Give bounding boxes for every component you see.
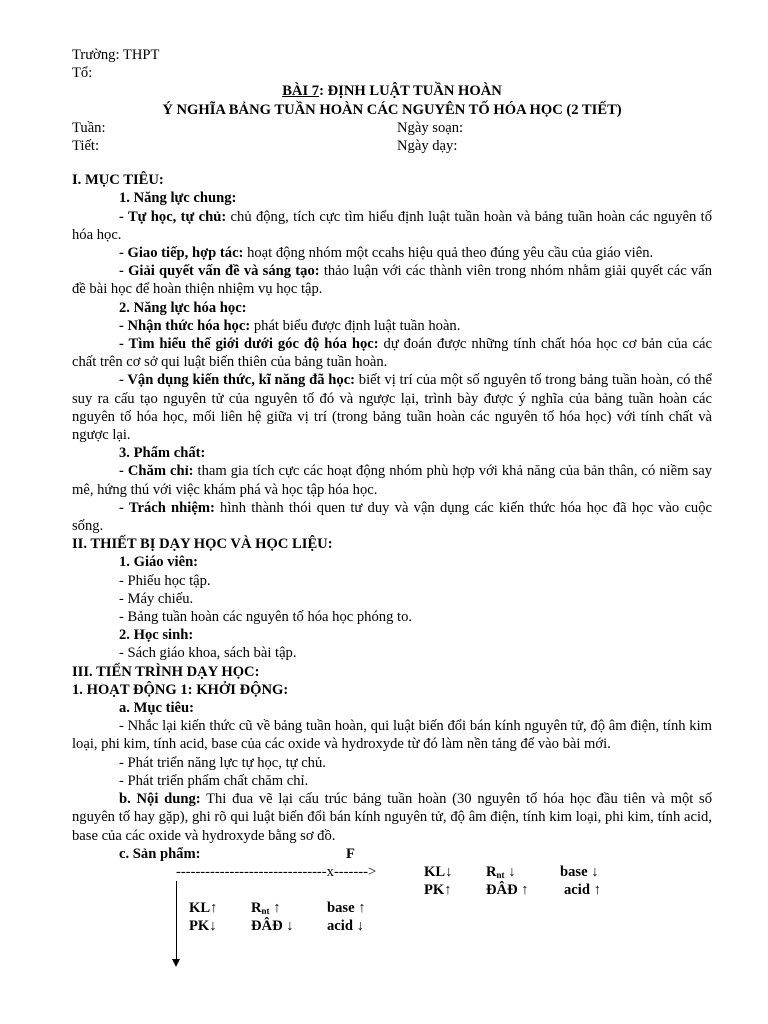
teacher-heading: 1. Giáo viên: [119,554,199,571]
paragraph: - Giải quyết vấn đề và sáng tạo: thảo luận với các thành viên trong nhóm nhằm giải quyết các vấn đề bài học để hoàn thiện nhiệm vụ học tập. [72,263,713,298]
group-line: Tổ: [72,65,93,82]
section-process: III. TIẾN TRÌNH DẠY HỌC: [72,663,260,680]
week-row: Tuần: Ngày soạn: [72,119,464,136]
period-row: Tiết: Ngày dạy: [72,138,458,154]
paragraph: - Nhận thức hóa học: phát biểu được định luật tuần hoàn. [119,317,461,334]
base-down: base ↓ [560,863,599,880]
acid-up: acid ↑ [564,881,601,898]
pk-down: PK↓ [189,917,217,934]
qualities-heading: 3. Phẩm chất: [119,445,206,462]
product-heading: c. Sản phẩm: [119,845,201,862]
paragraph: - Giao tiếp, hợp tác: hoạt động nhóm một ccahs hiệu quả theo đúng yêu cầu của giáo viên. [119,245,654,261]
activity-heading: 1. HOẠT ĐỘNG 1: KHỞI ĐỘNG: [72,681,289,698]
paragraph: b. Nội dung: Thi đua vẽ lại cấu trúc bảng tuần hoàn (30 nguyên tố hóa học đầu tiên và một số nguyên tố hay gặp), ghi rõ qui luật biến đổi bán kính nguyên tử, độ âm điện, tính kim loại, phi kim, tính acid, base của các oxide và hydroxyde bằng sơ đồ. [72,791,712,844]
paragraph: - Tự học, tự chủ: chủ động, tích cực tìm hiểu định luật tuần hoàn và bảng tuần hoàn các nguyên tố hóa học. [72,208,712,243]
paragraph: - Nhắc lại kiến thức cũ về bảng tuần hoàn, qui luật biến đổi bán kính nguyên tử, độ âm điện, tính kim loại, phi kim, tính acid, base của các oxide và hydroxyde từ đó làm nền tảng để vào bài mới. [72,718,712,753]
kl-up: KL↑ [189,899,218,916]
vertical-arrow [176,881,177,965]
base-up: base ↑ [327,899,366,916]
paragraph: - Chăm chỉ: tham gia tích cực các hoạt động nhóm phù hợp với khả năng của bản thân, có niềm say mê, hứng thú với việc khám phá và học tập hóa học. [72,463,712,498]
dad-up: ĐÂĐ ↑ [486,881,529,898]
paragraph: - Tìm hiểu thế giới dưới góc độ hóa học: dự đoán được những tính chất hóa học cơ bản của các chất trên cơ sở qui luật biến thiên của bảng tuần hoàn. [72,336,712,371]
kl-down: KL↓ [424,863,453,880]
general-competence-heading: 1. Năng lực chung: [119,190,237,207]
list-item: - Máy chiếu. [119,590,194,607]
list-item: - Phát triển năng lực tự học, tự chủ. [119,754,326,771]
school-line: Trường: THPT [72,47,160,63]
horizontal-arrow: -------------------------------x-------> [176,863,377,880]
paragraph: - Trách nhiệm: hình thành thói quen tư duy và vận dụng các kiến thức hóa học đã học vào cuộc sống. [72,499,712,535]
objective-heading: a. Mục tiêu: [119,700,194,717]
pk-up: PK↑ [424,881,452,898]
radius-up: $R_{nt}$ ↑ [251,899,281,916]
section-objectives: I. MỤC TIÊU: [72,172,164,189]
acid-down: acid ↓ [327,917,364,934]
student-heading: 2. Học sinh: [119,627,194,644]
chemistry-competence-heading: 2. Năng lực hóa học: [119,299,247,316]
lesson-subtitle: Ý NGHĨA BẢNG TUẦN HOÀN CÁC NGUYÊN TỐ HÓA HỌC (2 TIẾT) [162,101,622,118]
list-item: - Phiếu học tập. [119,572,211,589]
document-page [72,46,712,965]
section-equipment: II. THIẾT BỊ DẠY HỌC VÀ HỌC LIỆU: [72,536,333,553]
paragraph: - Vận dụng kiến thức, kĩ năng đã học: biết vị trí của một số nguyên tố trong bảng tuần hoàn, có thể suy ra cấu tạo nguyên tử của nguyên tố đó và ngược lại, trình bày được ý nghĩa của bảng tuần hoàn các nguyên tố hóa học, mối liên hệ giữa vị trí (trong bảng tuần hoàn các nguyên tố hóa học) với tính chất và ngược lại. [72,372,712,444]
fluorine-label: F [346,845,355,862]
lesson-number: BÀI 7 [282,83,320,100]
list-item: - Phát triển phẩm chất chăm chỉ. [119,772,309,789]
list-item: - Bảng tuần hoàn các nguyên tố hóa học phóng to. [119,609,413,626]
radius-down: $R_{nt}$ ↓ [486,863,516,880]
list-item: - Sách giáo khoa, sách bài tập. [119,645,297,662]
dad-down: ĐÂĐ ↓ [251,917,294,934]
periodic-trend-diagram [72,845,712,965]
lesson-title: BÀI 7: ĐỊNH LUẬT TUẦN HOÀN [282,83,502,100]
